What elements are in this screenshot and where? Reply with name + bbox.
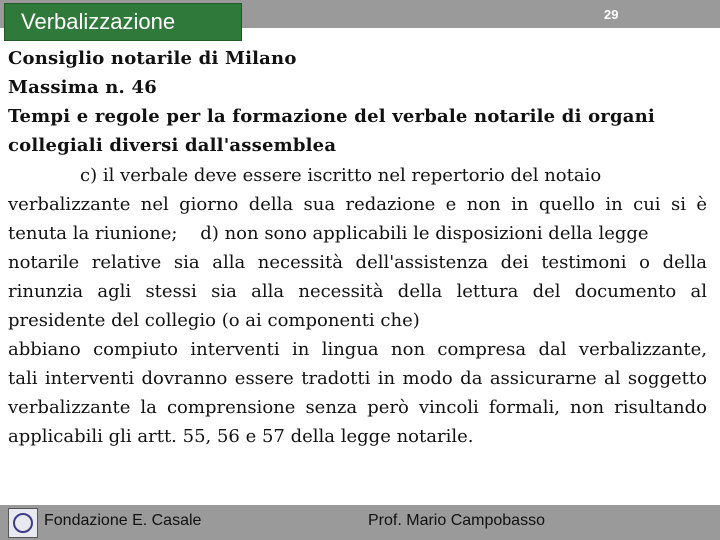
body-line-3: tenuta la riunione; d) non sono applicabili le disposizioni della legge [8,223,649,244]
page-number: 29 [604,7,619,22]
body-line-5: rinunzia agli stessi sia alla necessità della lettura del documento al [8,281,707,302]
heading-line-1: Consiglio notarile di Milano [8,48,297,69]
footer-left-text: Fondazione E. Casale [44,512,202,529]
body-line-4: notarile relative sia alla necessità dell'assistenza dei testimoni o della [8,252,707,273]
body-line-7: abbiano compiuto interventi in lingua non compresa dal verbalizzante, [8,339,707,360]
body-line-2: verbalizzante nel giorno della sua redazione e non in quello in cui si è [8,194,707,215]
foundation-seal-icon [8,508,38,538]
body-line-1: c) il verbale deve essere iscritto nel repertorio del notaio [80,165,602,186]
slide-title: Verbalizzazione [21,9,176,34]
body-line-9: verbalizzante la comprensione senza però vincoli formali, non risultando [8,397,707,418]
seal-ring [13,513,33,533]
body-paragraph [8,161,707,451]
heading-line-3: Tempi e regole per la formazione del verbale notarile di organi [8,106,655,127]
body-line-10: applicabili gli artt. 55, 56 e 57 della legge notarile. [8,426,474,447]
body-line-6: presidente del collegio (o ai componenti che) [8,310,420,331]
heading-line-4: collegiali diversi dall'assemblea [8,135,337,156]
heading-line-2: Massima n. 46 [8,77,157,98]
slide-title-box [4,3,242,41]
footer-right-text: Prof. Mario Campobasso [368,512,545,529]
body-line-8: tali interventi dovranno essere tradotti in modo da assicurarne al soggetto [8,368,707,389]
